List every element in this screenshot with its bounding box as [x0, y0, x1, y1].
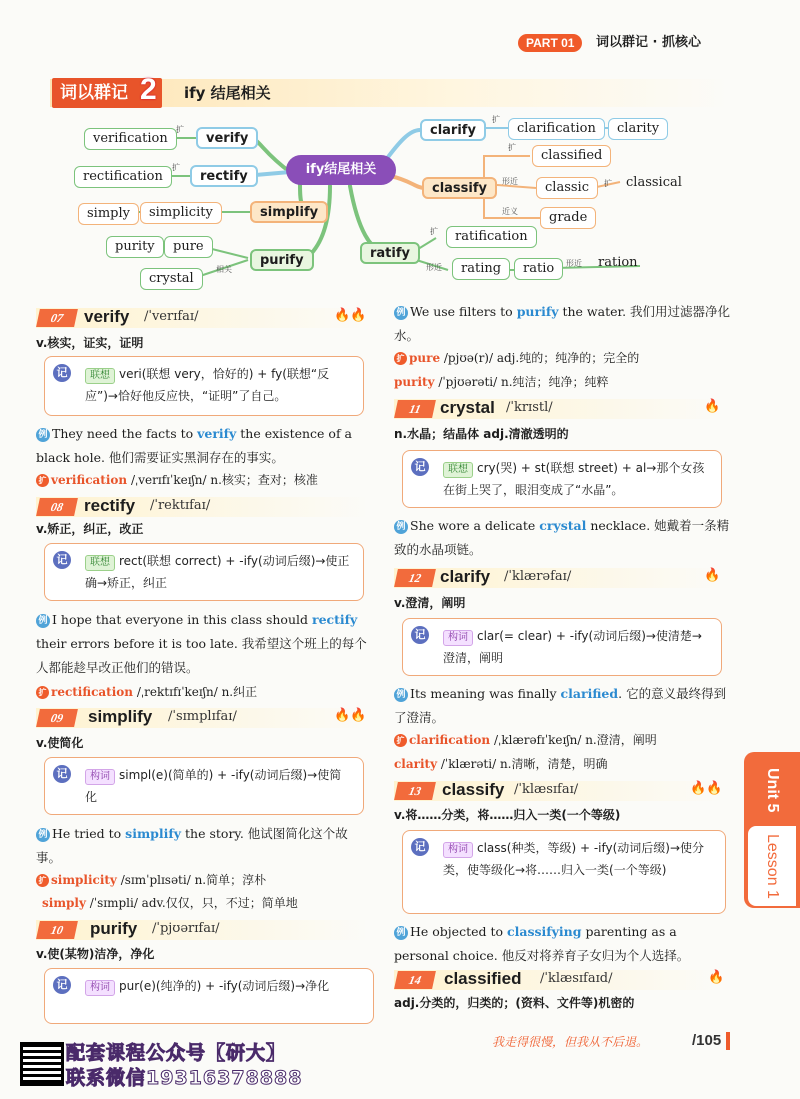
mm-simplicity: simplicity: [140, 202, 222, 224]
example: [36, 422, 366, 470]
mm-rating: rating: [452, 258, 510, 280]
mm-clarification: clarification: [508, 118, 605, 140]
example-text: They need the facts to: [52, 426, 198, 441]
derivative-word: rectification: [51, 685, 134, 699]
entry-number: 09: [36, 709, 78, 727]
derivative-word: clarification: [409, 733, 491, 747]
example-keyword: clarified: [560, 686, 619, 701]
flame-icon: 🔥: [704, 399, 721, 414]
example-text: their errors before it is too late. 我希望这个班上的每个人都能趁早改正他们的错误。: [36, 636, 367, 675]
entry-number: 14: [394, 971, 436, 989]
headword: simplify: [88, 707, 153, 726]
mm-tag: 近义: [502, 207, 518, 216]
phonetic: /ˈrektɪfaɪ/: [150, 498, 211, 513]
box-tag: 构词: [85, 769, 115, 785]
meaning: adj.分类的，归类的；(资料、文件等)机密的: [394, 996, 635, 1010]
phonetic: /ˈverɪfaɪ/: [144, 309, 199, 324]
example: [394, 682, 734, 730]
entry-number: 12: [394, 569, 436, 587]
example-icon: 例: [394, 520, 408, 534]
example: [394, 514, 734, 562]
memory-box: [44, 757, 364, 815]
box-note: rect(联想 correct) + -ify(动词后缀)→使正确→矫正，纠正: [85, 554, 350, 590]
headword: classify: [442, 780, 505, 799]
headword: purify: [90, 919, 138, 938]
phonetic: /ˈklærəfaɪ/: [504, 569, 572, 584]
memory-icon: 记: [53, 364, 71, 382]
group-number: 2: [140, 73, 157, 106]
flame-icon: 🔥🔥: [334, 308, 367, 323]
mm-tag: 形近: [426, 263, 442, 272]
derivative-word: clarity: [394, 757, 438, 771]
memory-box: [402, 830, 726, 914]
derivative: [36, 870, 376, 890]
part-badge: PART 01: [518, 34, 582, 52]
page-number: /105: [692, 1032, 722, 1049]
meaning: v.矫正，纠正，改正: [36, 522, 144, 536]
phonetic: /ˈpjʊərɪfaɪ/: [152, 921, 220, 936]
example-icon: 例: [36, 828, 50, 842]
mm-tag: 相关: [216, 265, 232, 274]
derivative-text: /ˌrektɪfɪˈkeɪʃn/ n.纠正: [133, 685, 258, 699]
derivative: [394, 754, 734, 774]
mm-purify: purify: [250, 249, 314, 271]
mm-classify: classify: [422, 177, 497, 199]
box-note: clar(= clear) + -ify(动词后缀)→使清楚→澄清，阐明: [443, 629, 702, 665]
box-tag: 联想: [443, 462, 473, 478]
mm-clarify: clarify: [420, 119, 486, 141]
memory-box: [402, 450, 722, 508]
entry-number: 13: [394, 782, 436, 800]
example-icon: 例: [36, 614, 50, 628]
derivative: [36, 470, 376, 490]
example-keyword: verify: [197, 426, 237, 441]
unit-label: Unit 5: [764, 767, 781, 813]
box-note: veri(联想 very，恰好的) + fy(联想“反应”)→恰好他反应快，“证明”了自己。: [85, 367, 330, 403]
expand-icon: 扩: [394, 352, 407, 365]
box-tag: 联想: [85, 368, 115, 384]
derivative: [394, 372, 734, 392]
memory-box: [44, 356, 364, 416]
headword: clarify: [440, 567, 491, 586]
meaning: v.澄清，阐明: [394, 596, 466, 610]
example-text: I hope that everyone in this class should: [52, 612, 312, 627]
expand-icon: 扩: [36, 474, 49, 487]
derivative-text: /ˈpjʊərəti/ n.纯洁；纯净；纯粹: [434, 375, 609, 389]
expand-icon: 扩: [36, 686, 49, 699]
example-text: necklace. 她戴着一条精致的水晶项链。: [394, 518, 730, 557]
example-text: . 它的意义最终得到了澄清。: [394, 686, 727, 725]
derivative-word: pure: [409, 351, 441, 365]
example: [36, 822, 370, 870]
example-keyword: classifying: [507, 924, 582, 939]
mm-verification: verification: [84, 128, 177, 150]
example-keyword: crystal: [539, 518, 587, 533]
memory-icon: 记: [53, 976, 71, 994]
derivative-word: simplicity: [51, 873, 117, 887]
box-note: simpl(e)(简单的) + -ify(动词后缀)→使简化: [85, 768, 342, 804]
mm-tag: 形近: [566, 259, 582, 268]
box-tag: 构词: [443, 842, 473, 858]
lesson-label: Lesson 1: [748, 826, 796, 906]
meaning: n.水晶；结晶体 adj.清澈透明的: [394, 427, 569, 441]
memory-icon: 记: [411, 458, 429, 476]
phonetic: /ˈsɪmplɪfaɪ/: [168, 709, 237, 724]
example-text: the water. 我们用过滤器净化水。: [394, 304, 731, 343]
headword: classified: [444, 969, 522, 988]
memory-box: [44, 543, 364, 601]
memory-icon: 记: [53, 551, 71, 569]
example-keyword: simplify: [125, 826, 182, 841]
flame-icon: 🔥: [704, 568, 721, 583]
example-keyword: purify: [516, 304, 559, 319]
example: [36, 608, 370, 680]
headword: crystal: [440, 398, 495, 417]
expand-icon: 扩: [394, 734, 407, 747]
group-subtitle: ify 结尾相关: [184, 84, 271, 102]
mm-ratify: ratify: [360, 242, 420, 264]
mm-tag: 扩: [508, 143, 516, 152]
derivative: [394, 730, 734, 750]
box-note: class(种类，等级) + -ify(动词后缀)→使分类，使等级化→将……归入一类(一个等级): [443, 841, 705, 877]
example-icon: 例: [394, 306, 408, 320]
example-text: He objected to: [410, 924, 507, 939]
mm-tag: 扩: [492, 115, 500, 124]
mm-rectify: rectify: [190, 165, 258, 187]
box-tag: 构词: [85, 980, 115, 996]
mm-tag: 形近: [502, 177, 518, 186]
example-keyword: rectify: [311, 612, 358, 627]
mm-simply: simply: [78, 203, 139, 225]
promo-line-2: 联系微信19316378888: [66, 1067, 303, 1089]
promo-line-1: 配套课程公众号【研大】: [66, 1042, 287, 1064]
mm-pure: pure: [164, 236, 213, 258]
entry-number: 11: [394, 400, 436, 418]
phonetic: /ˈklæsɪfaɪd/: [540, 971, 613, 986]
example-text: Its meaning was finally: [410, 686, 561, 701]
example-icon: 例: [394, 926, 408, 940]
mm-simplify: simplify: [250, 201, 328, 223]
meaning: v.使简化: [36, 736, 84, 750]
derivative-word: purity: [394, 375, 435, 389]
derivative-text: /ˌklærəfɪˈkeɪʃn/ n.澄清，阐明: [490, 733, 657, 747]
derivative: [36, 682, 376, 702]
memory-box: [402, 618, 722, 676]
derivative-text: /ˈklærəti/ n.清晰，清楚，明确: [437, 757, 608, 771]
mm-tag: 扩: [176, 125, 184, 134]
derivative: [394, 348, 734, 368]
derivative-text: /sɪmˈplɪsəti/ n.简单；淳朴: [116, 873, 267, 887]
derivative-text: /ˌverɪfɪˈkeɪʃn/ n.核实；查对；核准: [127, 473, 318, 487]
headword: rectify: [84, 496, 136, 515]
flame-icon: 🔥: [708, 970, 725, 985]
mm-tag: 扩: [604, 179, 612, 188]
memory-box: [44, 968, 374, 1024]
derivative-text: /ˈsɪmpli/ adv.仅仅，只，不过；简单地: [85, 896, 298, 910]
example-text: the existence of a black hole. 他们需要证实黑洞存在的事实。: [36, 426, 353, 465]
page-bar: [726, 1032, 730, 1050]
meaning: v.将……分类，将……归入一类(一个等级): [394, 808, 621, 822]
meaning: v.使(某物)洁净，净化: [36, 947, 155, 961]
box-note: pur(e)(纯净的) + -ify(动词后缀)→净化: [119, 979, 330, 993]
derivative-text: /pjʊə(r)/ adj.纯的；纯净的；完全的: [440, 351, 640, 365]
box-tag: 构词: [443, 630, 473, 646]
box-tag: 联想: [85, 555, 115, 571]
expand-icon: 扩: [36, 874, 49, 887]
header-title: 词以群记 · 抓核心: [596, 35, 701, 50]
mm-tag: 扩: [172, 163, 180, 172]
example: [394, 920, 734, 968]
footer-motto: 我走得很慢，但我从不后退。: [492, 1035, 649, 1049]
example-text: He tried to: [52, 826, 126, 841]
mindmap-center: ify结尾相关: [286, 155, 396, 185]
entry-number: 10: [36, 921, 78, 939]
memory-icon: 记: [411, 838, 429, 856]
headword: verify: [84, 307, 130, 326]
memory-icon: 记: [53, 765, 71, 783]
example-text: We use filters to: [410, 304, 517, 319]
memory-icon: 记: [411, 626, 429, 644]
example: [394, 300, 734, 348]
derivative: [42, 893, 382, 913]
example-text: parenting as a personal choice. 他反对将养育子女归为个人选择。: [394, 924, 690, 963]
mm-clarity: clarity: [608, 118, 668, 140]
phonetic: /ˈkrɪstl/: [506, 400, 553, 415]
meaning: v.核实，证实，证明: [36, 336, 144, 350]
mm-ration: ration: [598, 255, 638, 270]
mm-tag: 扩: [430, 227, 438, 236]
mm-verify: verify: [196, 127, 258, 149]
mm-classic: classic: [536, 177, 598, 199]
box-note: cry(哭) + st(联想 street) + al→那个女孩在街上哭了，眼泪变成了“水晶”。: [443, 461, 705, 497]
flame-icon: 🔥🔥: [690, 781, 723, 796]
phonetic: /ˈklæsɪfaɪ/: [514, 782, 579, 797]
entry-number: 08: [36, 498, 78, 516]
mm-rectification: rectification: [74, 166, 172, 188]
qr-code-icon: [20, 1042, 64, 1086]
mm-purity: purity: [106, 236, 164, 258]
derivative-word: simply: [42, 896, 86, 910]
example-icon: 例: [394, 688, 408, 702]
example-text: She wore a delicate: [410, 518, 540, 533]
mm-grade: grade: [540, 207, 596, 229]
mm-classical: classical: [626, 175, 682, 190]
mm-classified: classified: [532, 145, 611, 167]
example-text: the story. 他试图简化这个故事。: [36, 826, 348, 865]
derivative-word: verification: [51, 473, 128, 487]
mm-ratio: ratio: [514, 258, 563, 280]
example-icon: 例: [36, 428, 50, 442]
entry-number: 07: [36, 309, 78, 327]
mm-ratification: ratification: [446, 226, 537, 248]
mm-crystal: crystal: [140, 268, 203, 290]
flame-icon: 🔥🔥: [334, 708, 367, 723]
group-badge: 词以群记: [52, 78, 162, 108]
